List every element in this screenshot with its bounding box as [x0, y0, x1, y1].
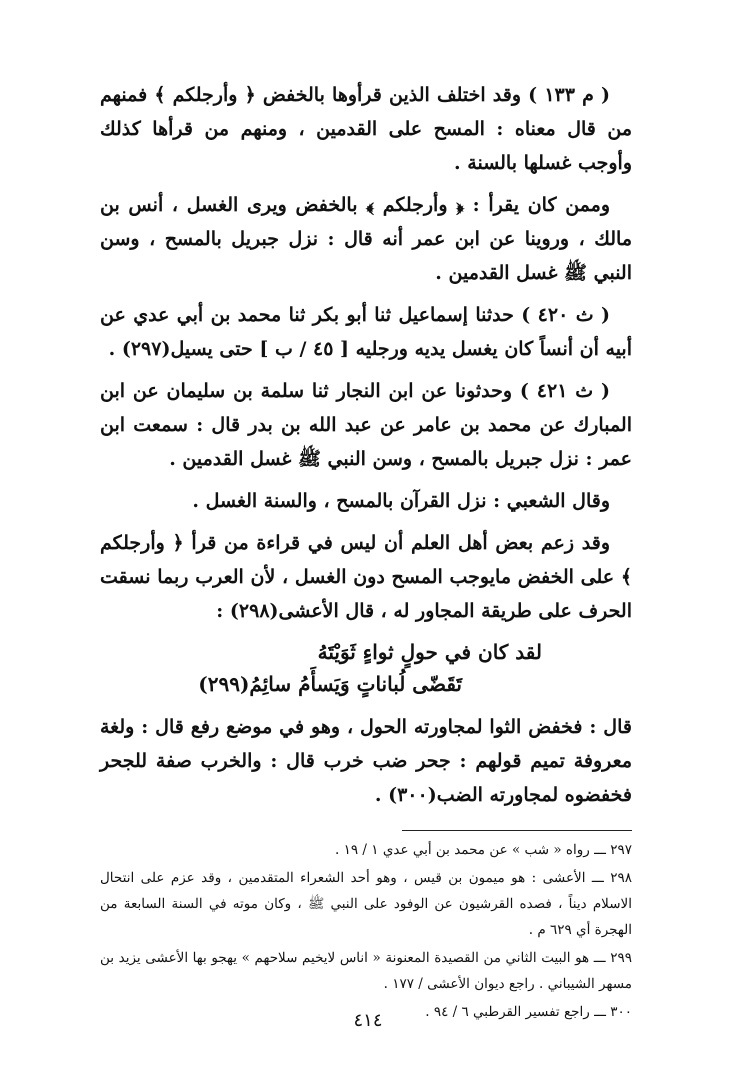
footnote-297: ٢٩٧ ـــ رواه « شب » عن محمد بن أبي عدي ١ / ١٩ .	[335, 842, 632, 858]
paragraph-anas: وممن كان يقرأ : ﴿ وأرجلكم ﴾ بالخفض ويرى الغسل ، أنس بن مالك ، وروينا عن ابن عمر أنه قال : نزل جبريل بالمسح ، وسن النبي ﷺ غسل القدمين .	[100, 194, 632, 284]
footnotes	[100, 837, 632, 1025]
paragraph-th420: ( ث ٤٢٠ ) حدثنا إسماعيل ثنا أبو بكر ثنا محمد بن أبي عدي عن أبيه أن أنساً كان يغسل يديه ورجليه [ ٤٥ / ب ] حتى يسيل(٢٩٧) .	[100, 304, 632, 360]
main-text-after-verse	[100, 710, 632, 812]
footnote-298: ٢٩٨ ـــ الأعشى : هو ميمون بن قيس ، وهو أحد الشعراء المتقدمين ، وقد عزم على انتحال الاسلام ديناً ، فصده القرشيون عن الوفود على النبي ﷺ ، وكان موته في السنة السابعة من الهجرة أي ٦٢٩ م .	[100, 870, 632, 938]
page-number: ٤١٤	[353, 1010, 383, 1031]
footnote-divider	[402, 830, 632, 831]
paragraph-khafd: قال : فخفض الثوا لمجاورته الحول ، وهو في موضع رفع قال : ولغة معروفة تميم قولهم : جحر ضب خرب قال : والخرب صفة للجحر فخفضوه لمجاورته الضب(٣٠٠) .	[100, 716, 632, 806]
paragraph-azam: وقد زعم بعض أهل العلم أن ليس في قراءة من قرأ ﴿ وأرجلكم ﴾ على الخفض مايوجب المسح دون الغسل ، لأن العرب ربما نسقت الحرف على طريقة المجاور له ، قال الأعشى(٢٩٨) :	[100, 532, 632, 622]
paragraph-th421: ( ث ٤٢١ ) وحدثونا عن ابن النجار ثنا سلمة بن سليمان عن ابن المبارك عن محمد بن عامر عن عبد الله بن بدر قال : سمعت ابن عمر : نزل جبريل بالمسح ، وسن النبي ﷺ غسل القدمين .	[100, 380, 632, 470]
paragraph-m133: ( م ١٣٣ ) وقد اختلف الذين قرأوها بالخفض ﴿ وأرجلكم ﴾ فمنهم من قال معناه : المسح على القدمين ، ومنهم من قرأها كذلك وأوجب غسلها بالسنة .	[100, 84, 632, 174]
main-text	[100, 78, 632, 628]
verse-line-2: تَقَضّى لُباناتٍ وَيَسأَمُ سائِمُ(٢٩٩)	[198, 672, 462, 696]
footnote-300: ٣٠٠ ـــ راجع تفسير القرطبي ٦ / ٩٤ .	[425, 1004, 632, 1020]
poetry-verse	[100, 636, 632, 700]
paragraph-shabi: وقال الشعبي : نزل القرآن بالمسح ، والسنة الغسل .	[192, 490, 610, 512]
verse-line-1: لقد كان في حولٍ ثواءٍ ثَوَيْتَهُ	[317, 640, 542, 664]
footnote-299: ٢٩٩ ـــ هو البيت الثاني من القصيدة المعنونة « اناس لايخيم سلاحهم » يهجو بها الأعشى يزيد بن مسهر الشيباني . راجع ديوان الأعشى / ١٧٧ .	[100, 950, 632, 992]
